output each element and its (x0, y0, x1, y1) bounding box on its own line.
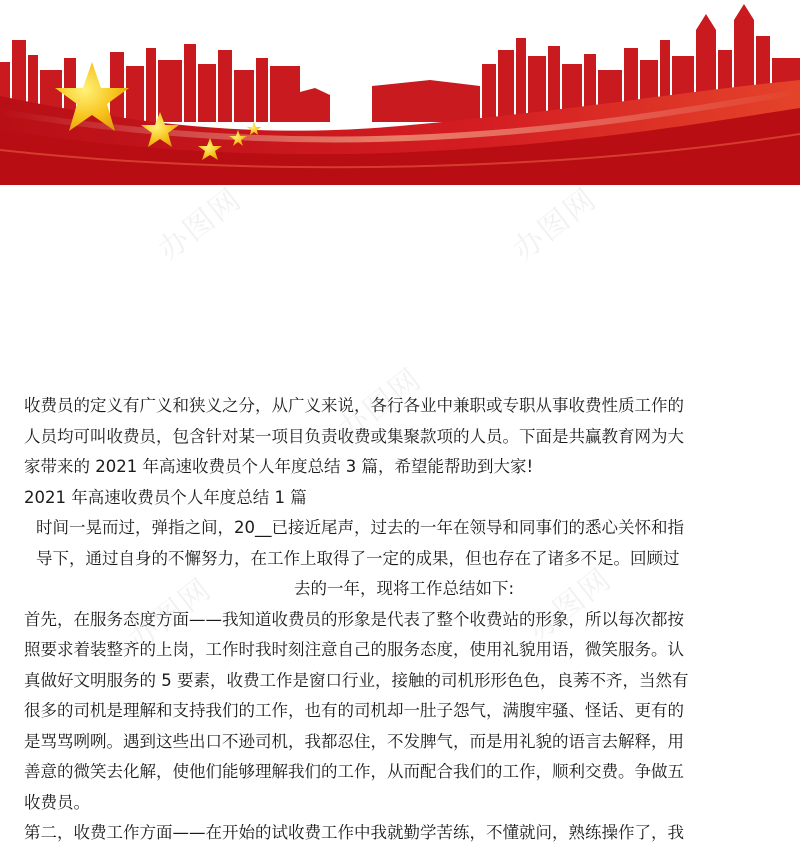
body-line: 很多的司机是理解和支持我们的工作，也有的司机却一肚子怨气，满腹牢骚、怪话、更有的 (24, 701, 684, 720)
body-line: 是骂骂咧咧。遇到这些出口不逊司机，我都忍住，不发脾气，而是用礼貌的语言去解释，用 (24, 731, 684, 751)
intro-line: 人员均可叫收费员，包含针对某一项目负责收费或集聚款项的人员。下面是共赢教育网为大 (24, 426, 684, 446)
body-line: 收费员。 (24, 792, 90, 812)
body-line: 善意的微笑去化解，使他们能够理解我们的工作，从而配合我们的工作，顺利交费。争做五 (24, 762, 684, 781)
body-line: 真做好文明服务的 5 要素，收费工作是窗口行业，接触的司机形形色色，良莠不齐，当然有 (24, 670, 689, 690)
opening-line: 时间一晃而过，弹指之间，20__已接近尾声，过去的一年在领导和同事们的悉心关怀和指 (36, 518, 684, 537)
header-banner (0, 0, 800, 185)
section-title: 2021 年高速收费员个人年度总结 1 篇 (24, 487, 307, 507)
watermark: 办图网 (331, 361, 429, 449)
watermark: 办图网 (506, 181, 604, 269)
body-line: 照要求着装整齐的上岗，工作时我时刻注意自己的服务态度，使用礼貌用语，微笑服务。认 (24, 640, 684, 659)
watermark: 办图网 (121, 571, 219, 659)
watermark: 办图网 (151, 181, 249, 269)
body-line: 首先，在服务态度方面——我知道收费员的形象是代表了整个收费站的形象，所以每次都按 (24, 609, 684, 629)
document-body (24, 391, 784, 849)
intro-line: 收费员的定义有广义和狭义之分，从广义来说，各行各业中兼职或专职从事收费性质工作的 (24, 396, 684, 415)
opening-line: 导下，通过自身的不懈努力，在工作上取得了一定的成果，但也存在了诸多不足。回顾过 (36, 548, 680, 568)
watermark: 办图网 (521, 561, 619, 649)
body-line: 第二，收费工作方面——在开始的试收费工作中我就勤学苦练，不懂就问，熟练操作了，我 (24, 823, 684, 842)
opening-line-end: 去的一年，现将工作总结如下: (293, 579, 515, 598)
intro-line: 家带来的 2021 年高速收费员个人年度总结 3 篇，希望能帮助到大家! (24, 457, 534, 476)
